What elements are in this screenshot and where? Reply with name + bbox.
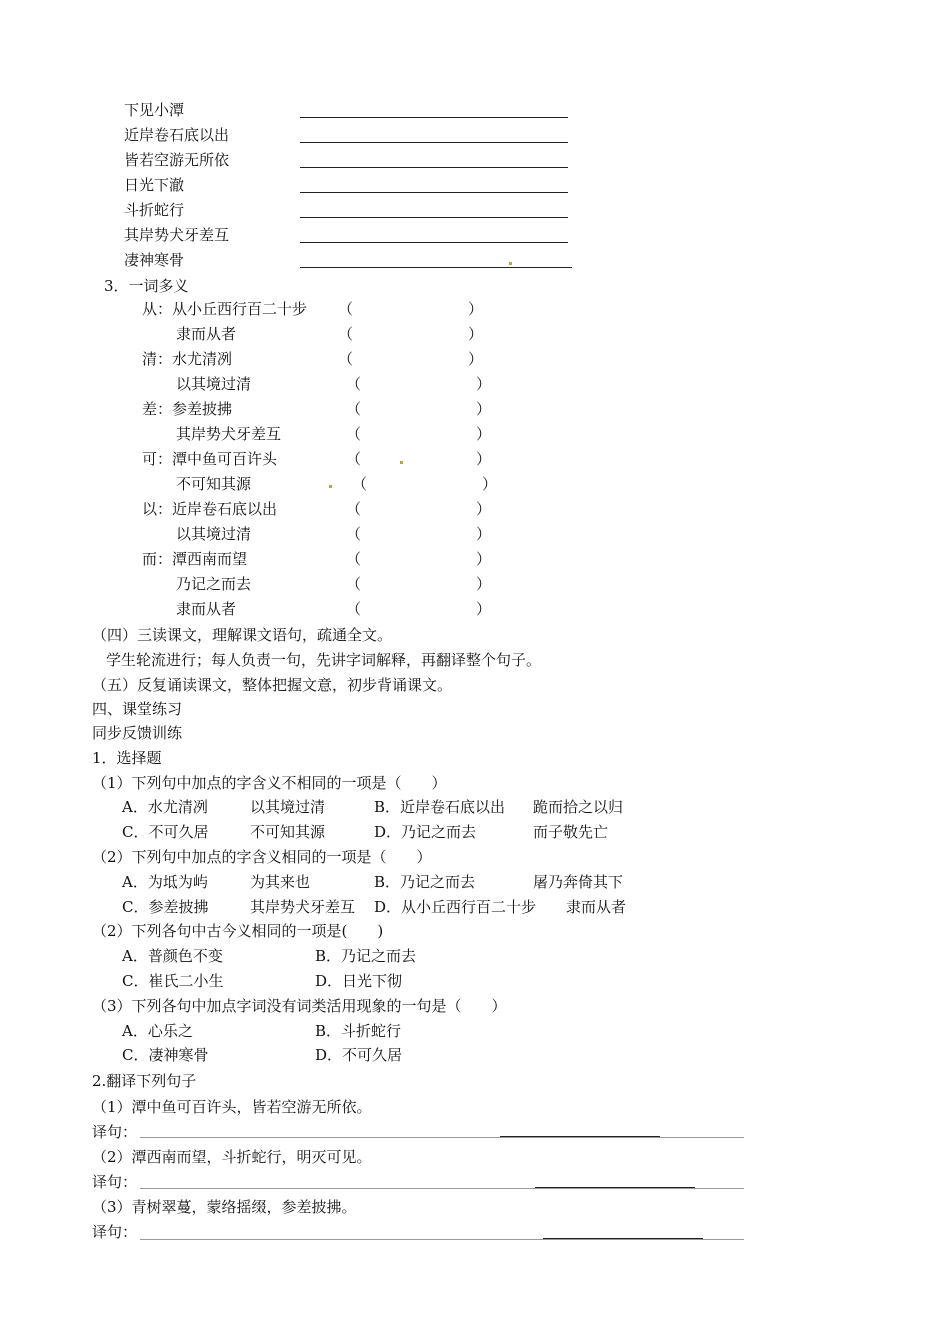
answer-paren-open: （ [346,575,362,593]
question-stem: （3）下列各句中加点字词没有词类活用现象的一句是（ ） [92,997,507,1015]
vocab-item: 下见小潭 [124,101,185,119]
vocab-item: 其岸势犬牙差互 [124,226,230,244]
ink-speck [509,262,512,265]
polysemy-item: 乃记之而去 [176,575,252,593]
answer-paren-open: （ [346,525,362,543]
polysemy-item: 以其境过清 [176,525,252,543]
answer-paren-close: ） [468,350,484,368]
answer-paren-close: ） [476,375,492,393]
option[interactable]: D．日光下彻 [315,972,403,990]
polysemy-item: 隶而从者 [176,600,237,618]
polysemy-item: 其岸势犬牙差互 [176,425,282,443]
answer-paren-open: （ [346,500,362,518]
answer-paren-close: ） [468,325,484,343]
answer-line[interactable] [300,167,568,168]
answer-paren-open: （ [346,425,362,443]
answer-paren-close: ） [476,400,492,418]
translation-answer-line[interactable] [140,1239,744,1240]
section-heading: 四、课堂练习 [92,700,183,718]
vocab-item: 斗折蛇行 [124,201,185,219]
polysemy-item: 而：潭西南而望 [142,550,248,568]
vocab-item: 近岸卷石底以出 [124,126,230,144]
option-pair: 不可知其源 [250,823,326,841]
answer-paren-open: （ [338,350,354,368]
option[interactable]: C．崔氏二小生 [122,972,224,990]
answer-line[interactable] [300,217,568,218]
answer-paren-open: （ [338,300,354,318]
answer-line[interactable] [300,267,572,268]
answer-paren-close: ） [476,550,492,568]
option[interactable]: A．普颜色不变 [122,947,223,965]
polysemy-item: 以：近岸卷石底以出 [142,500,278,518]
polysemy-item: 以其境过清 [176,375,252,393]
option[interactable]: A．心乐之 [122,1022,193,1040]
polysemy-heading: 3．一词多义 [104,277,189,295]
translation-heading: 2.翻译下列句子 [92,1072,197,1090]
option[interactable]: B．近岸卷石底以出 [374,798,506,816]
answer-paren-open: （ [346,450,362,468]
vocab-item: 日光下澈 [124,176,185,194]
option-pair: 其岸势犬牙差互 [250,898,356,916]
question-group-heading: 1．选择题 [92,749,162,767]
answer-line[interactable] [300,192,568,193]
answer-paren-open: （ [346,600,362,618]
translation-sentence: （1）潭中鱼可百许头，皆若空游无所依。 [92,1098,372,1116]
step-five: （五）反复诵读课文，整体把握文意，初步背诵课文。 [92,676,453,694]
translation-sentence: （2）潭西南而望，斗折蛇行，明灭可见。 [92,1148,372,1166]
ink-speck [400,461,403,464]
question-stem: （2）下列各句中古今义相同的一项是( ) [92,922,384,940]
step-four: （四）三读课文，理解课文语句，疏通全文。 [92,626,393,644]
translation-sentence: （3）青树翠蔓，蒙络摇缀，参差披拂。 [92,1198,357,1216]
answer-line[interactable] [300,242,568,243]
translation-label: 译句： [92,1173,138,1191]
option-pair: 隶而从者 [566,898,627,916]
answer-paren-open: （ [338,325,354,343]
step-four-detail: 学生轮流进行；每人负责一句，先讲字词解释，再翻译整个句子。 [106,651,542,669]
translation-answer-line[interactable] [140,1137,744,1138]
option-pair: 为其来也 [250,873,311,891]
question-stem: （2）下列句中加点的字含义相同的一项是（ ） [92,848,432,866]
polysemy-item: 可：潭中鱼可百许头 [142,450,278,468]
option[interactable]: D．从小丘西行百二十步 [374,898,537,916]
option[interactable]: C．参差披拂 [122,898,209,916]
option-pair: 跪而拾之以归 [533,798,624,816]
polysemy-item: 清：水尤清冽 [142,350,233,368]
answer-line[interactable] [300,117,568,118]
option[interactable]: B．乃记之而去 [374,873,476,891]
answer-line[interactable] [300,142,568,143]
polysemy-item: 不可知其源 [176,475,252,493]
polysemy-item: 隶而从者 [176,325,237,343]
answer-paren-close: ） [476,600,492,618]
answer-paren-close: ） [476,525,492,543]
option[interactable]: B．斗折蛇行 [315,1022,402,1040]
translation-label: 译句： [92,1223,138,1241]
answer-paren-open: （ [346,400,362,418]
answer-paren-open: （ [346,375,362,393]
answer-paren-close: ） [476,575,492,593]
answer-paren-close: ） [476,500,492,518]
polysemy-item: 差：参差披拂 [142,400,233,418]
ink-speck [329,485,332,488]
answer-paren-open: （ [346,550,362,568]
option[interactable]: C．不可久居 [122,823,209,841]
answer-paren-close: ） [482,475,498,493]
subsection-heading: 同步反馈训练 [92,724,183,742]
option-pair: 屠乃奔倚其下 [533,873,624,891]
option-pair: 以其境过清 [250,798,326,816]
vocab-item: 皆若空游无所依 [124,151,230,169]
option-pair: 而子敬先亡 [533,823,609,841]
option[interactable]: B．乃记之而去 [315,947,417,965]
polysemy-item: 从：从小丘西行百二十步 [142,300,308,318]
option[interactable]: A．水尤清冽 [122,798,208,816]
translation-answer-line-accent [500,1136,660,1137]
option[interactable]: D．不可久居 [315,1046,403,1064]
translation-label: 译句： [92,1123,138,1141]
question-stem: （1）下列句中加点的字含义不相同的一项是（ ） [92,774,447,792]
vocab-item: 凄神寒骨 [124,251,185,269]
translation-answer-line[interactable] [140,1188,744,1189]
option[interactable]: A．为坻为屿 [122,873,208,891]
answer-paren-close: ） [468,300,484,318]
translation-answer-line-accent [543,1238,703,1239]
answer-paren-open: （ [352,475,368,493]
answer-paren-close: ） [476,450,492,468]
option[interactable]: D．乃记之而去 [374,823,477,841]
translation-answer-line-accent [535,1187,695,1188]
answer-paren-close: ） [476,425,492,443]
option[interactable]: C．凄神寒骨 [122,1046,209,1064]
